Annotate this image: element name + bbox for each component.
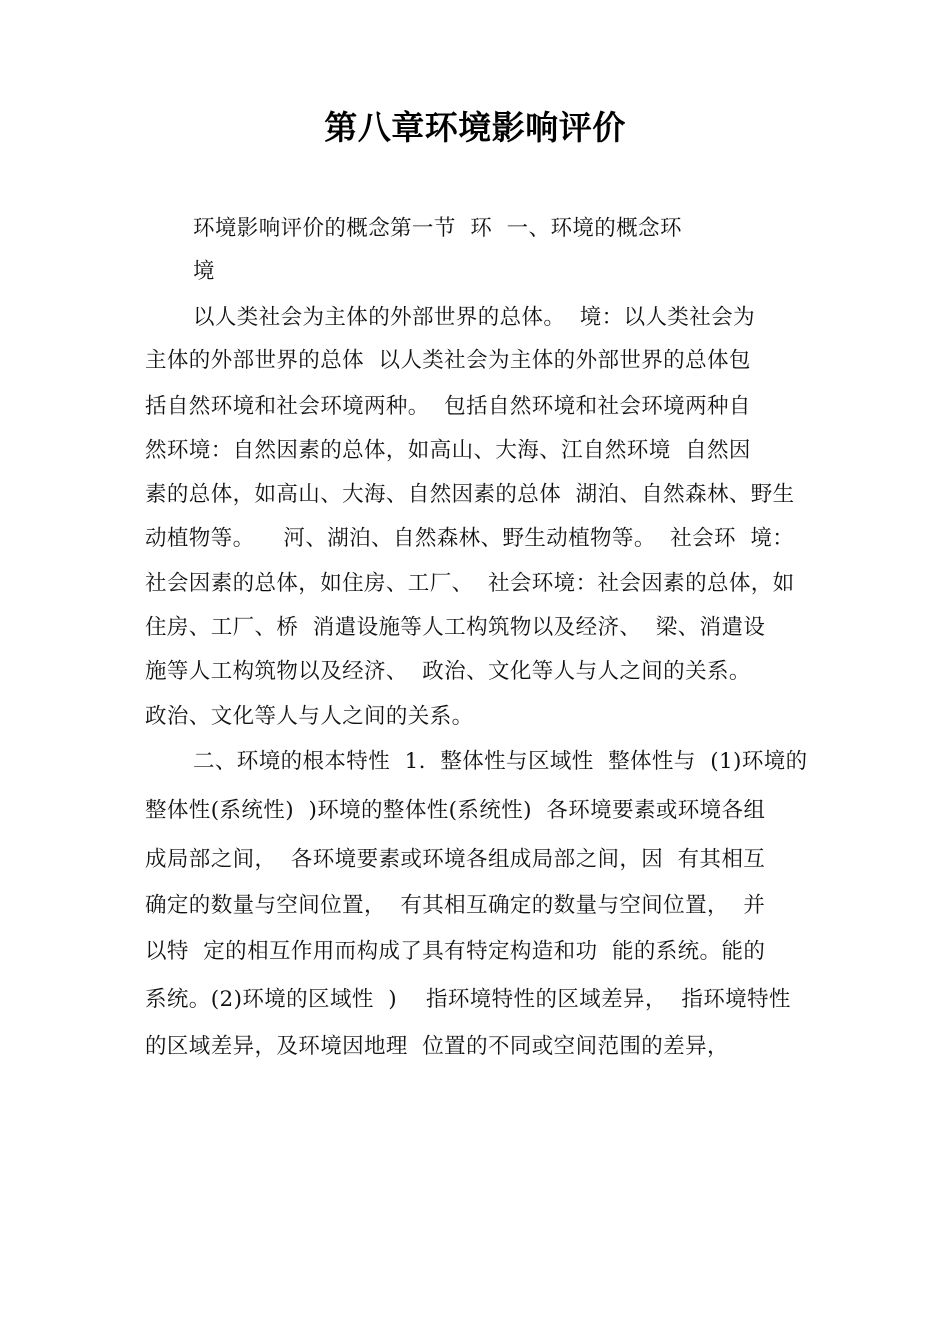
text-line: 主体的外部世界的总体 以人类社会为主体的外部世界的总体包 — [145, 348, 751, 373]
text-line: 括自然环境和社会环境两种。 包括自然环境和社会环境两种自 — [145, 394, 751, 419]
text-line: 境 — [193, 259, 215, 284]
text-line: 社会因素的总体，如住房、工厂、 社会环境：社会因素的总体，如 — [145, 571, 795, 596]
text-line: 素的总体，如高山、大海、自然因素的总体 湖泊、自然森林、野生 — [145, 482, 795, 507]
text-line: 确定的数量与空间位置， 有其相互确定的数量与空间位置， 并 — [145, 893, 766, 918]
text-line: 然环境：自然因素的总体，如高山、大海、江自然环境 自然因 — [145, 438, 751, 463]
text-line: 成局部之间， 各环境要素或环境各组成局部之间，因 有其相互 — [145, 847, 766, 872]
text-line: 二、环境的根本特性 1. 整体性与区域性 整体性与 (1)环境的 — [193, 749, 808, 774]
text-line: 以人类社会为主体的外部世界的总体。 境：以人类社会为 — [193, 305, 755, 330]
text-line: 政治、文化等人与人之间的关系。 — [145, 704, 474, 729]
text-line: 环境影响评价的概念第一节 环 一、环境的概念环 — [193, 216, 682, 241]
text-line: 住房、工厂、桥 消遣设施等人工构筑物以及经济、 梁、消遣设 — [145, 615, 766, 640]
text-line: 整体性(系统性) )环境的整体性(系统性) 各环境要素或环境各组 — [145, 798, 766, 823]
text-line: 的区域差异，及环境因地理 位置的不同或空间范围的差异， — [145, 1034, 729, 1059]
text-line: 以特 定的相互作用而构成了具有特定构造和功 能的系统。能的 — [145, 939, 766, 964]
text-line: 施等人工构筑物以及经济、 政治、文化等人与人之间的关系。 — [145, 659, 751, 684]
document-title: 第八章环境影响评价 — [324, 108, 626, 147]
text-line: 系统。(2)环境的区域性 ) 指环境特性的区域差异， 指环境特性 — [145, 987, 791, 1012]
text-line: 动植物等。 河、湖泊、自然森林、野生动植物等。 社会环 境： — [145, 526, 795, 551]
